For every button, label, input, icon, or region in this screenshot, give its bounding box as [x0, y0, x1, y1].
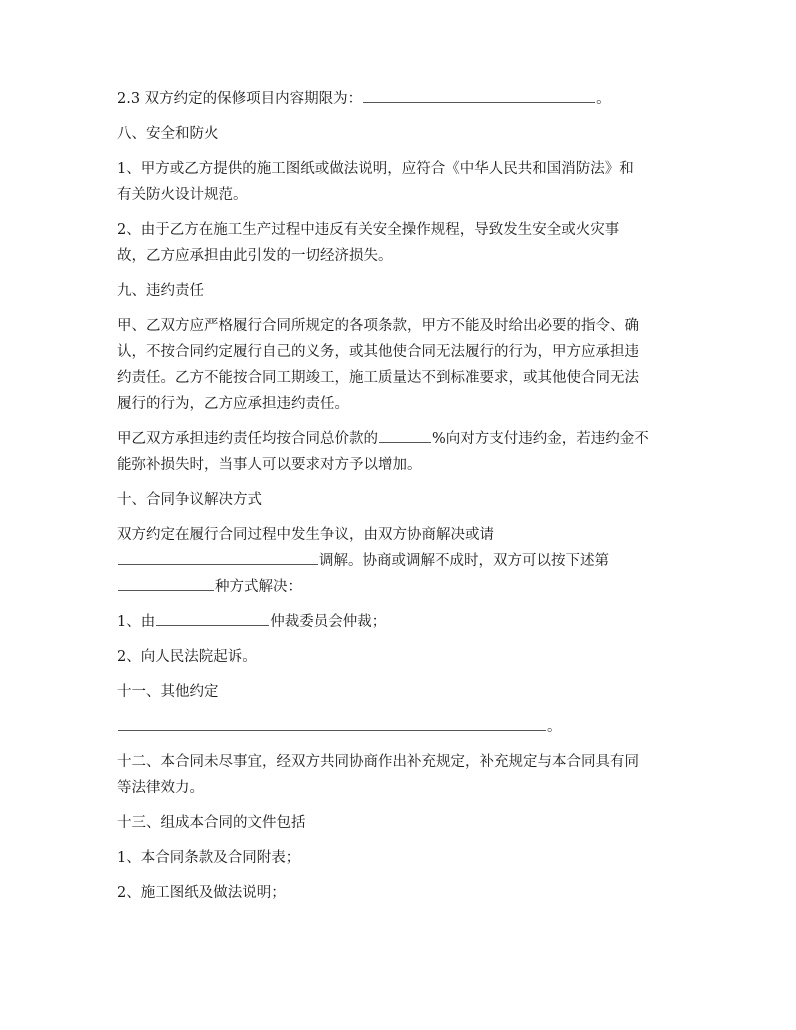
liability-clause-1 [117, 313, 687, 417]
clause-line: 等法律效力。 [117, 780, 204, 796]
other-agreement-clause [117, 714, 687, 740]
section-heading-safety: 八、安全和防火 [117, 126, 219, 142]
clause-line [117, 574, 687, 600]
fill-in-blank[interactable] [363, 86, 595, 103]
clause-line: 有关防火设计规范。 [117, 187, 248, 203]
section-heading-dispute: 十、合同争议解决方式 [117, 492, 262, 508]
fill-in-blank[interactable] [379, 426, 431, 443]
clause-text: 甲乙双方承担违约责任均按合同总价款的 [117, 431, 378, 447]
document-page [117, 86, 687, 915]
clause-line: 十二、本合同未尽事宜，经双方共同协商作出补充规定，补充规定与本合同具有同 [117, 754, 639, 770]
safety-clause-2 [117, 217, 687, 269]
supplementary-clause [117, 749, 687, 801]
fill-in-blank[interactable] [156, 609, 269, 626]
documents-item-1: 1、本合同条款及合同附表； [117, 850, 301, 866]
dispute-option-1 [117, 609, 687, 635]
clause-line: 甲、乙双方应严格履行合同所规定的各项条款，甲方不能及时给出必要的指令、确 [117, 318, 639, 334]
clause-line: 1、甲方或乙方提供的施工图纸或做法说明，应符合《中华人民共和国消防法》和 [117, 161, 634, 177]
section-heading-documents: 十三、组成本合同的文件包括 [117, 815, 306, 831]
liability-clause-2 [117, 426, 687, 478]
fill-in-blank[interactable] [118, 574, 214, 591]
dispute-clause [117, 522, 687, 600]
section-heading-liability: 九、违约责任 [117, 283, 204, 299]
clause-line: 履行的行为，乙方应承担违约责任。 [117, 396, 349, 412]
clause-line: 认，不按合同约定履行自己的义务，或其他使合同无法履行的行为，甲方应承担违 [117, 344, 639, 360]
documents-item-2: 2、施工图纸及做法说明； [117, 885, 286, 901]
fill-in-blank[interactable] [118, 548, 318, 565]
clause-line: 能弥补损失时，当事人可以要求对方予以增加。 [117, 457, 422, 473]
warranty-period-clause [117, 86, 687, 112]
clause-line: 故，乙方应承担由此引发的一切经济损失。 [117, 248, 393, 264]
safety-clause-1 [117, 156, 687, 208]
clause-line: 2、由于乙方在施工生产过程中违反有关安全操作规程，导致发生安全或火灾事 [117, 222, 620, 238]
clause-line [117, 426, 687, 452]
section-heading-other: 十一、其他约定 [117, 684, 219, 700]
dispute-option-2: 2、向人民法院起诉。 [117, 649, 257, 665]
clause-text: 仲裁委员会仲裁； [270, 614, 387, 630]
fill-in-blank[interactable] [118, 714, 546, 731]
clause-text: 。 [596, 91, 611, 107]
clause-text: 2.3 双方约定的保修项目内容期限为： [117, 91, 363, 107]
clause-text: %向对方支付违约金，若违约金不 [432, 431, 649, 447]
clause-text: 种方式解决： [215, 579, 302, 595]
clause-line [117, 548, 687, 574]
clause-text: 。 [547, 719, 562, 735]
clause-line: 约责任。乙方不能按合同工期竣工，施工质量达不到标准要求，或其他使合同无法 [117, 370, 639, 386]
clause-line: 双方约定在履行合同过程中发生争议，由双方协商解决或请 [117, 527, 494, 543]
clause-text: 1、由 [117, 614, 156, 630]
clause-text: 调解。协商或调解不成时，双方可以按下述第 [319, 553, 609, 569]
